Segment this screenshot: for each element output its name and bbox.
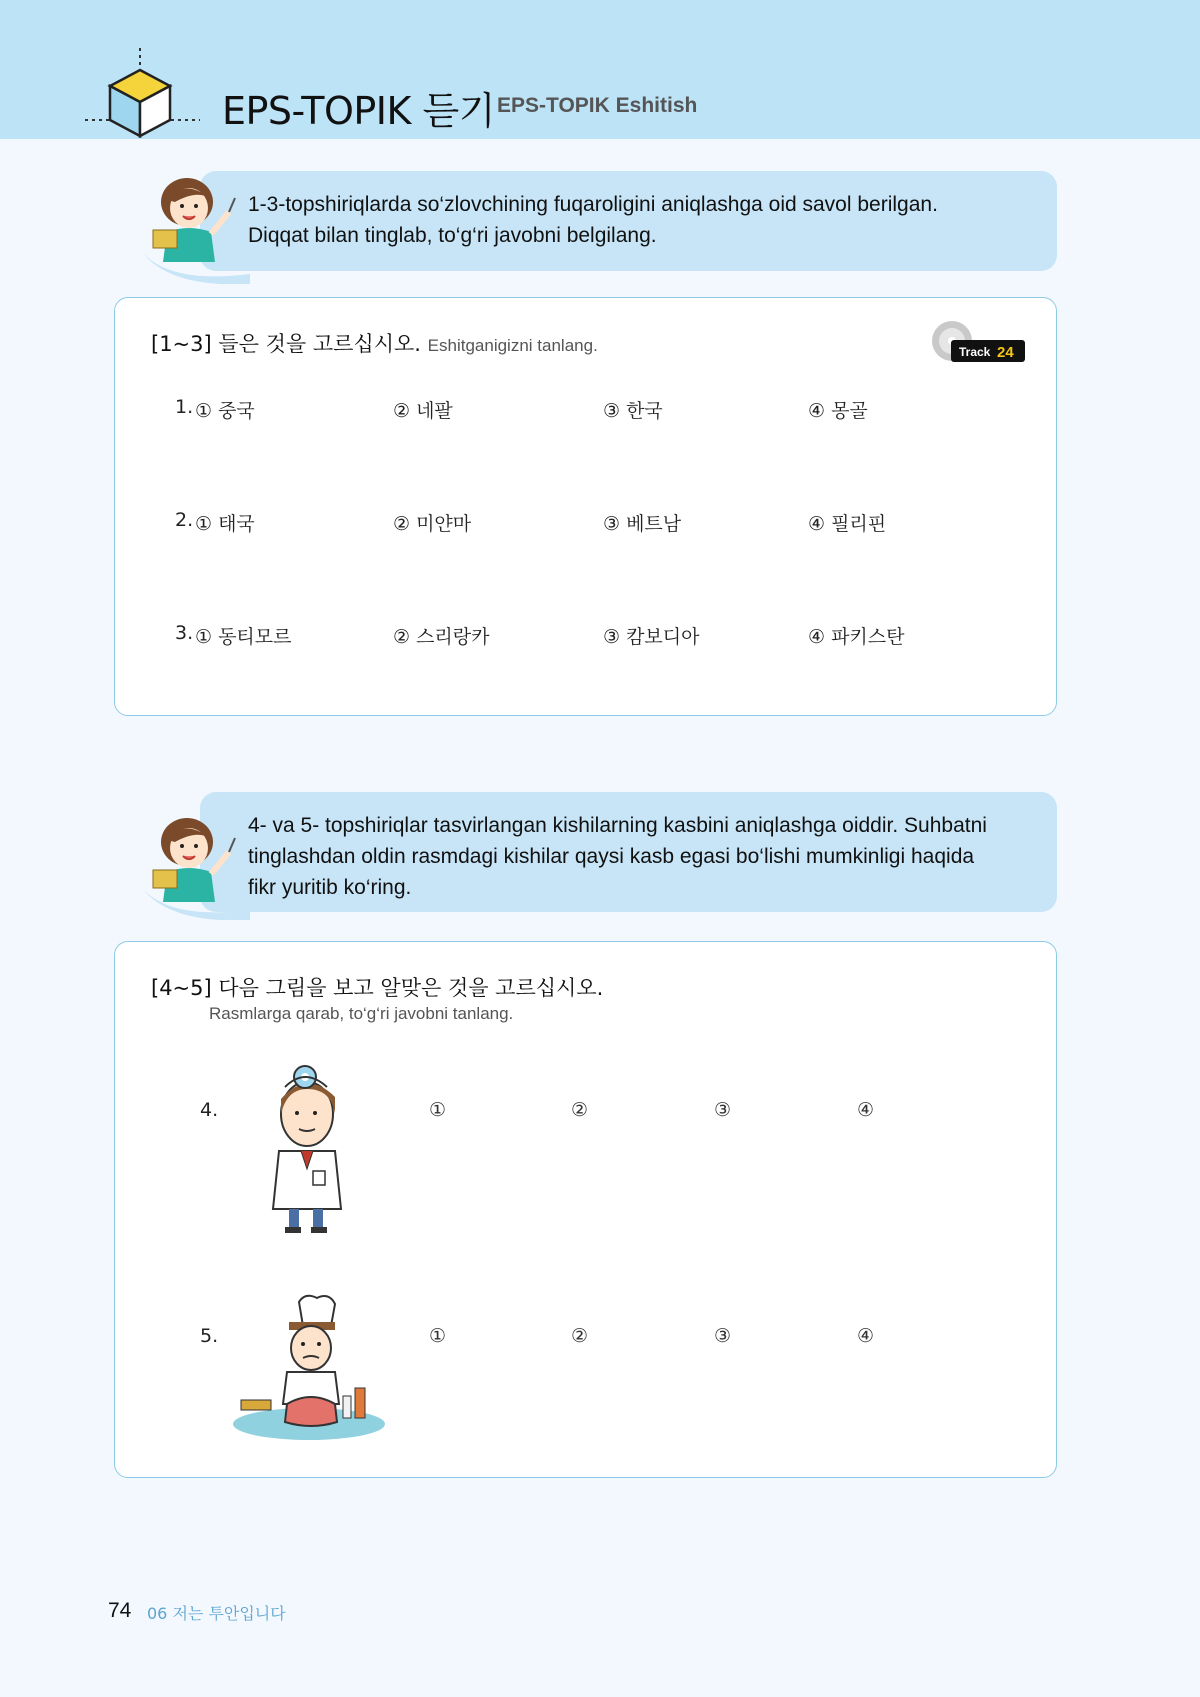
answer-option[interactable]: ② <box>571 1099 589 1121</box>
section-title <box>151 328 598 358</box>
answer-option[interactable]: ① 동티모르 <box>195 626 292 648</box>
answer-option[interactable]: ③ <box>714 1099 732 1121</box>
page-subtitle: EPS-TOPIK Eshitish <box>497 94 698 117</box>
answer-option[interactable]: ② 스리랑카 <box>393 626 490 648</box>
track-badge[interactable] <box>931 320 1025 362</box>
teacher-illustration <box>145 812 245 907</box>
answer-option[interactable]: ④ <box>857 1325 875 1347</box>
answer-option[interactable]: ④ <box>857 1099 875 1121</box>
instruction-line: Diqqat bilan tinglab, to‘g‘ri javobni belgilang. <box>248 224 657 247</box>
track-label: Track <box>959 345 991 359</box>
section-title-uz: Rasmlarga qarab, to‘g‘ri javobni tanlang. <box>209 1004 514 1023</box>
doctor-illustration <box>257 1059 367 1239</box>
answer-option[interactable]: ① 태국 <box>195 513 255 535</box>
question-number: 5. <box>200 1325 219 1347</box>
answer-option[interactable]: ② 네팔 <box>393 400 453 422</box>
answer-option[interactable]: ① <box>429 1325 447 1347</box>
question-number: 2. <box>175 509 194 531</box>
answer-option[interactable]: ② 미얀마 <box>393 513 472 535</box>
page-number: 74 <box>108 1599 132 1622</box>
instruction-line: 1-3-topshiriqlarda so‘zlovchining fuqaroligini aniqlashga oid savol berilgan. <box>248 193 938 216</box>
question-number: 4. <box>200 1099 219 1121</box>
cube-icon <box>85 48 200 140</box>
track-number: 24 <box>997 344 1014 361</box>
question-number: 3. <box>175 622 194 644</box>
instruction-box-2 <box>200 792 1057 912</box>
chef-illustration <box>231 1292 386 1442</box>
instruction-line: 4- va 5- topshiriqlar tasvirlangan kishilarning kasbini aniqlashga oiddir. Suhbatni <box>248 814 987 837</box>
chapter-title: 06 저는 투안입니다 <box>147 1604 286 1623</box>
answer-option[interactable]: ② <box>571 1325 589 1347</box>
answer-option[interactable]: ④ 몽골 <box>808 400 868 422</box>
answer-option[interactable]: ④ 파키스탄 <box>808 626 905 648</box>
instruction-box-1 <box>200 171 1057 271</box>
section-title-uz: Eshitganigizni tanlang. <box>427 336 598 355</box>
section-title-ko: [4~5] 다음 그림을 보고 알맞은 것을 고르십시오. <box>151 976 604 1000</box>
answer-option[interactable]: ① <box>429 1099 447 1121</box>
answer-option[interactable]: ③ 한국 <box>603 400 663 422</box>
answer-option[interactable]: ① 중국 <box>195 400 255 422</box>
section-title <box>151 972 603 1002</box>
question-panel-2 <box>114 941 1057 1478</box>
page-title: EPS-TOPIK 듣기 <box>222 89 495 133</box>
instruction-line: fikr yuritib ko‘ring. <box>248 876 412 899</box>
answer-option[interactable]: ④ 필리핀 <box>808 513 887 535</box>
answer-option[interactable]: ③ 베트남 <box>603 513 682 535</box>
question-number: 1. <box>175 396 194 418</box>
answer-option[interactable]: ③ 캄보디아 <box>603 626 700 648</box>
question-panel-1 <box>114 297 1057 716</box>
section-title-ko: [1~3] 들은 것을 고르십시오. <box>151 332 421 356</box>
answer-option[interactable]: ③ <box>714 1325 732 1347</box>
instruction-line: tinglashdan oldin rasmdagi kishilar qaysi kasb egasi bo‘lishi mumkinligi haqida <box>248 845 975 868</box>
teacher-illustration <box>145 172 245 267</box>
